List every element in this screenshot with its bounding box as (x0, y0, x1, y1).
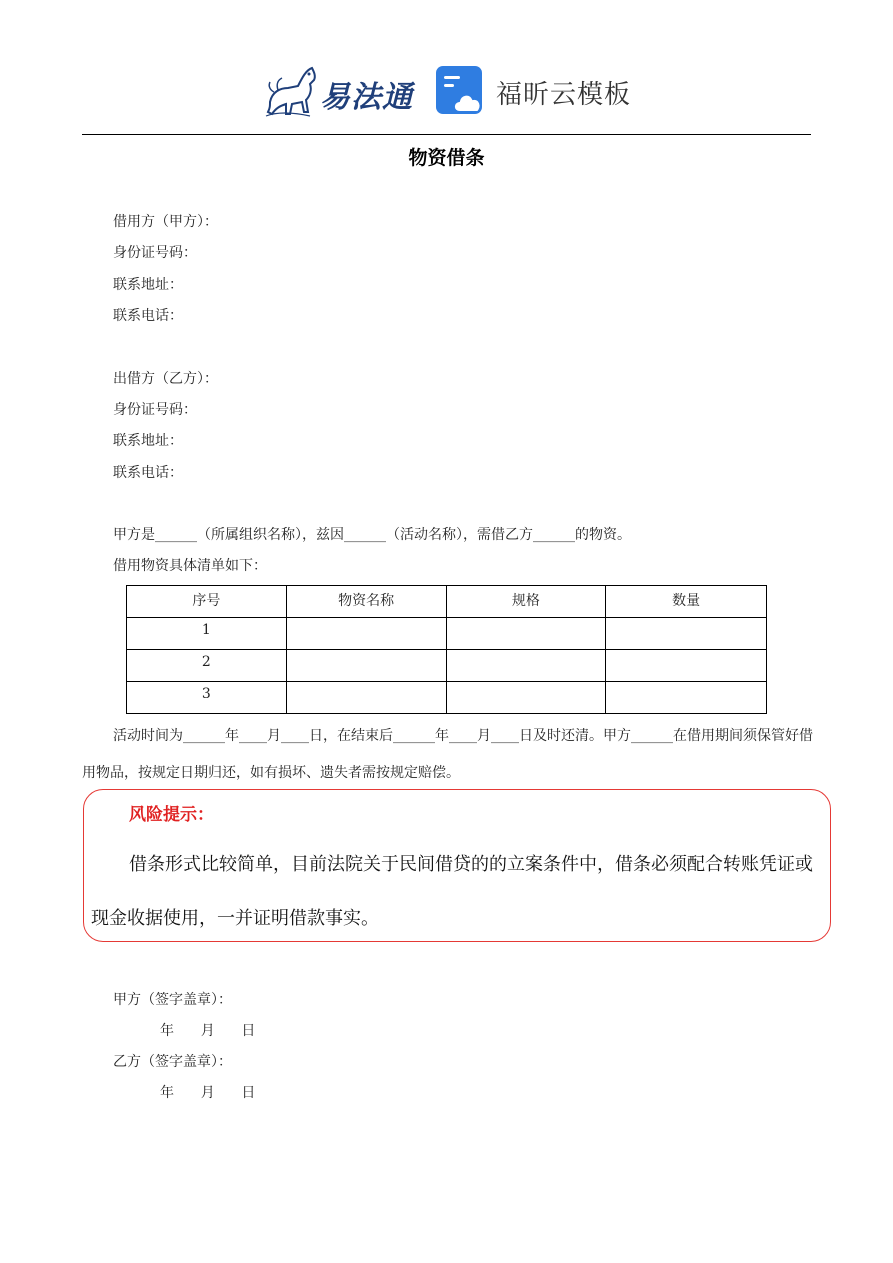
table-row (127, 682, 767, 714)
party-b-id-label: 身份证号码： (113, 402, 197, 418)
table-row (127, 650, 767, 682)
table-header-row (127, 586, 767, 618)
table-cell (606, 682, 767, 714)
table-cell: 1 (127, 618, 287, 650)
party-a-id-label: 身份证号码： (113, 245, 197, 261)
cloud-document-icon (434, 64, 486, 116)
party-b-label: 出借方（乙方）： (113, 371, 218, 387)
header-cell-quantity: 数量 (606, 586, 767, 618)
header-divider (82, 134, 811, 135)
table-cell (286, 682, 446, 714)
table-cell (446, 682, 606, 714)
risk-notice-title: 风险提示： (129, 805, 214, 825)
risk-notice-text: 借条形式比较简单，目前法院关于民间借贷的的立案条件中，借条必须配合转账凭证或现金收据使用，一并证明借款事实。 (91, 854, 813, 929)
party-a-signature-date: 年 月 日 (160, 1023, 256, 1039)
list-intro-text: 借用物资具体清单如下： (113, 558, 267, 574)
party-b-signature-label: 乙方（签字盖章）： (113, 1054, 232, 1070)
table-cell: 2 (127, 650, 287, 682)
intro-text: 甲方是______（所属组织名称），兹因______（活动名称），需借乙方______的物资。 (113, 527, 631, 543)
table-cell: 3 (127, 682, 287, 714)
header-cell-name: 物资名称 (286, 586, 446, 618)
party-a-signature-label: 甲方（签字盖章）： (113, 992, 232, 1008)
table-row (127, 618, 767, 650)
foxit-cloud-template-logo (434, 64, 644, 118)
terms-text: 活动时间为______年____月____日，在结束后______年____月____日及时还清。甲方______在借用期间须保管好借用物品，按规定日期归还，如有损坏、遗失者需按规定赔偿。 (82, 728, 813, 781)
party-a-label: 借用方（甲方）： (113, 214, 218, 230)
table-cell (606, 650, 767, 682)
party-a-address-label: 联系地址： (113, 277, 183, 293)
party-b-phone-label: 联系电话： (113, 465, 183, 481)
document-title: 物资借条 (408, 147, 485, 169)
party-a-phone-label: 联系电话： (113, 308, 183, 324)
foxit-cloud-template-text: 福昕云模板 (496, 80, 632, 110)
materials-table (126, 585, 767, 714)
party-b-signature-date: 年 月 日 (160, 1085, 256, 1101)
yifatong-logo-text: 易法通 (320, 80, 413, 115)
risk-notice-body (91, 838, 827, 946)
terms-paragraph (82, 718, 817, 792)
table-cell (446, 650, 606, 682)
table-cell (286, 650, 446, 682)
table-cell (606, 618, 767, 650)
header-logos (262, 60, 642, 124)
table-cell (446, 618, 606, 650)
party-b-address-label: 联系地址： (113, 433, 183, 449)
risk-notice-box (83, 789, 831, 942)
qilin-horse-icon (262, 62, 322, 118)
table-cell (286, 618, 446, 650)
yifatong-logo (262, 62, 418, 118)
header-cell-index: 序号 (127, 586, 287, 618)
header-cell-spec: 规格 (446, 586, 606, 618)
